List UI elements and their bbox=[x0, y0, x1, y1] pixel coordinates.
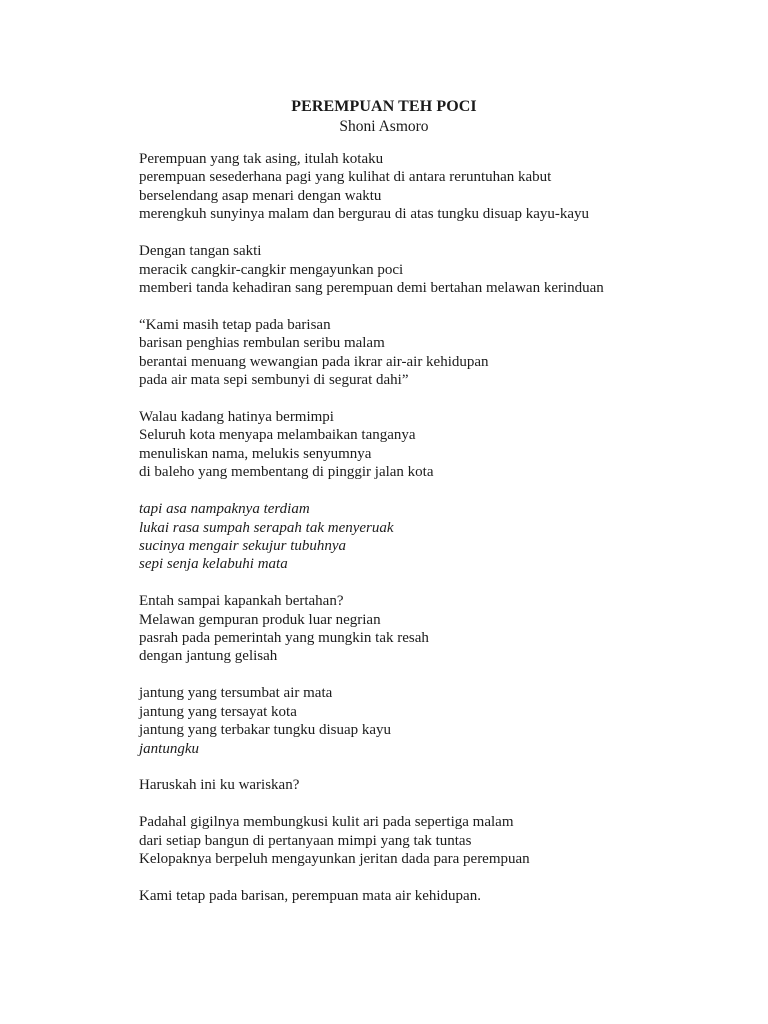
poem-line: pada air mata sepi sembunyi di segurat dahi” bbox=[139, 372, 409, 389]
poem-line: Perempuan yang tak asing, itulah kotaku bbox=[139, 151, 384, 167]
poem-stanza bbox=[139, 592, 739, 666]
poem-line: Entah sampai kapankah bertahan? bbox=[139, 593, 344, 610]
poem-line: perempuan sesederhana pagi yang kulihat di antara reruntuhan kabut bbox=[139, 169, 552, 186]
poem-line: jantung yang tersayat kota bbox=[139, 703, 297, 720]
poem-author: Shoni Asmoro bbox=[339, 118, 429, 135]
poem-stanza bbox=[139, 150, 739, 224]
poem-body bbox=[139, 150, 739, 906]
poem-stanza bbox=[139, 316, 739, 390]
stanza-gap bbox=[139, 389, 739, 408]
poem-line: Dengan tangan sakti bbox=[139, 243, 262, 260]
stanza-gap bbox=[139, 297, 739, 316]
poem-line: jantung yang terbakar tungku disuap kayu bbox=[139, 722, 392, 739]
stanza-gap bbox=[139, 869, 739, 888]
stanza-gap bbox=[139, 224, 739, 243]
poem-stanza bbox=[139, 242, 739, 297]
poem-line: memberi tanda kehadiran sang perempuan demi bertahan melawan kerinduan bbox=[139, 279, 604, 296]
poem-line: Haruskah ini ku wariskan? bbox=[139, 777, 300, 794]
poem-line: meracik cangkir-cangkir mengayunkan poci bbox=[139, 261, 404, 278]
poem-line: jantung yang tersumbat air mata bbox=[139, 685, 333, 702]
stanza-gap bbox=[139, 482, 739, 501]
poem-stanza bbox=[139, 500, 739, 574]
poem-line: dengan jantung gelisah bbox=[139, 648, 278, 665]
stanza-gap bbox=[139, 574, 739, 593]
poem-line: merengkuh sunyinya malam dan bergurau di atas tungku disuap kayu-kayu bbox=[139, 206, 590, 223]
poem-line: jantungku bbox=[139, 740, 199, 757]
poem-line: dari setiap bangun di pertanyaan mimpi yang tak tuntas bbox=[139, 832, 472, 849]
poem-stanza bbox=[139, 776, 739, 794]
poem-line: “Kami masih tetap pada barisan bbox=[139, 316, 331, 333]
stanza-gap bbox=[139, 795, 739, 814]
poem-stanza bbox=[139, 408, 739, 482]
poem-line: berantai menuang wewangian pada ikrar air-air kehidupan bbox=[139, 353, 489, 370]
poem-title: PEREMPUAN TEH POCI bbox=[291, 98, 477, 115]
stanza-gap bbox=[139, 666, 739, 685]
poem-line: di baleho yang membentang di pinggir jalan kota bbox=[139, 464, 434, 481]
poem-line: menuliskan nama, melukis senyumnya bbox=[139, 445, 372, 462]
poem-line: lukai rasa sumpah serapah tak menyeruak bbox=[139, 519, 394, 536]
stanza-gap bbox=[139, 758, 739, 777]
poem-line: pasrah pada pemerintah yang mungkin tak resah bbox=[139, 630, 429, 647]
poem-line: Kelopaknya berpeluh mengayunkan jeritan dada para perempuan bbox=[139, 851, 530, 868]
poem-line: Melawan gempuran produk luar negrian bbox=[139, 611, 381, 628]
poem-line: tapi asa nampaknya terdiam bbox=[139, 501, 310, 518]
poem-line: berselendang asap menari dengan waktu bbox=[139, 187, 382, 204]
poem-line: Seluruh kota menyapa melambaikan tanganya bbox=[139, 427, 416, 444]
poem-line: Padahal gigilnya membungkusi kulit ari pada sepertiga malam bbox=[139, 814, 514, 831]
poem-stanza bbox=[139, 684, 739, 758]
poem-line: sucinya mengair sekujur tubuhnya bbox=[139, 537, 347, 554]
poem-line: Walau kadang hatinya bermimpi bbox=[139, 408, 334, 425]
poem-line: sepi senja kelabuhi mata bbox=[139, 556, 288, 573]
poem-stanza bbox=[139, 813, 739, 868]
poem-stanza bbox=[139, 887, 739, 905]
poem-line: barisan penghias rembulan seribu malam bbox=[139, 335, 385, 352]
poem-line: Kami tetap pada barisan, perempuan mata air kehidupan. bbox=[139, 888, 481, 905]
